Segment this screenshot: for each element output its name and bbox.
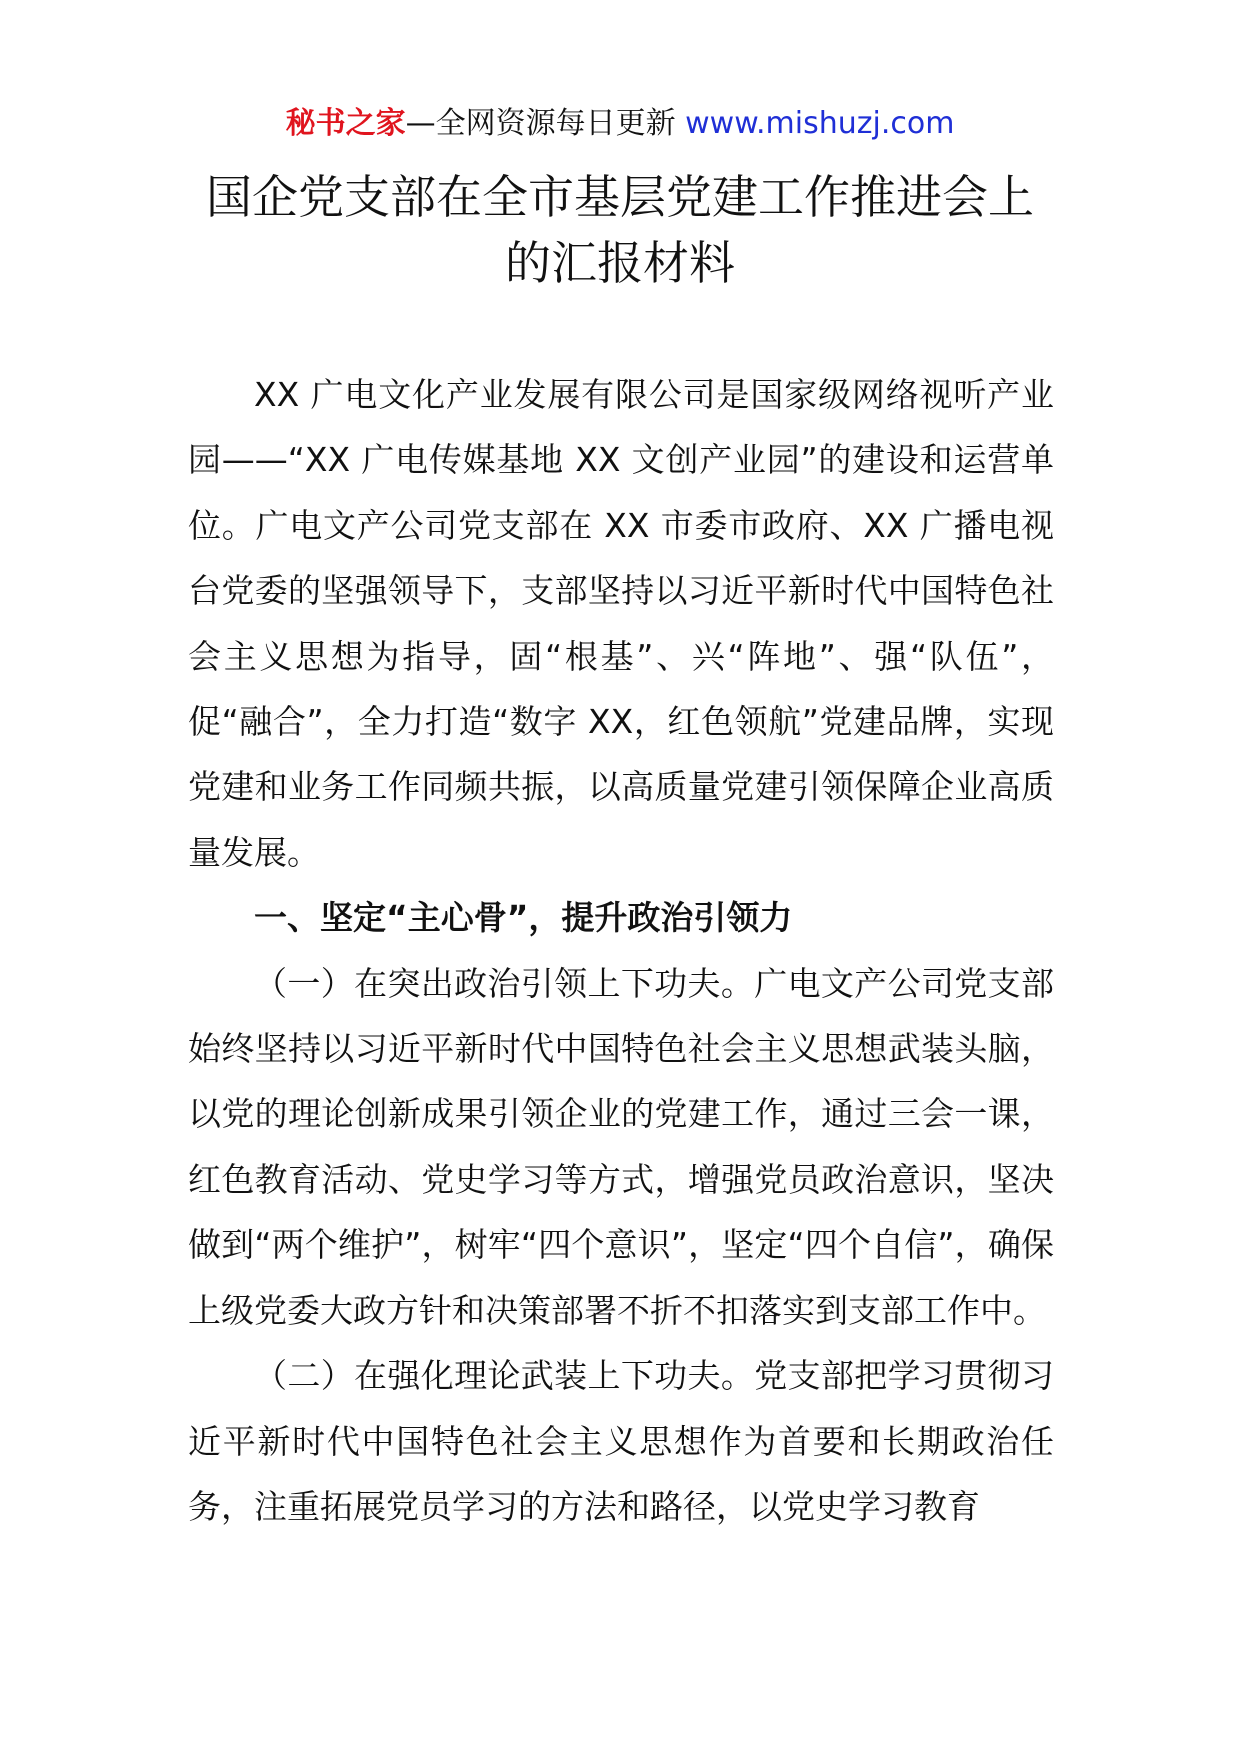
title-line-1: 国企党支部在全市基层党建工作推进会上	[206, 170, 1034, 224]
header-slogan: —全网资源每日更新	[405, 106, 686, 141]
site-url-link[interactable]: www.mishuzj.com	[685, 106, 955, 141]
site-header	[0, 102, 1240, 146]
document-body	[188, 362, 1054, 1539]
paragraph-1-2: （二）在强化理论武装上下功夫。党支部把学习贯彻习近平新时代中国特色社会主义思想作为首要和长期政治任务，注重拓展党员学习的方法和路径，以党史学习教育	[188, 1356, 1054, 1526]
intro-paragraph: XX 广电文化产业发展有限公司是国家级网络视听产业园——“XX 广电传媒基地 XX 文创产业园”的建设和运营单位。广电文产公司党支部在 XX 市委市政府、XX 广播电视台党委的坚强领导下，支部坚持以习近平新时代中国特色社会主义思想为指导，固“根基”、兴“阵地”、强“队伍”，促“融合”，全力打造“数字 XX，红色领航”党建品牌，实现党建和业务工作同频共振，以高质量党建引领保障企业高质量发展。	[188, 375, 1054, 872]
title-line-2: 的汇报材料	[505, 236, 735, 290]
section-heading-1: 一、坚定“主心骨”，提升政治引领力	[254, 898, 793, 938]
paragraph-1-1: （一）在突出政治引领上下功夫。广电文产公司党支部始终坚持以习近平新时代中国特色社会主义思想武装头脑，以党的理论创新成果引领企业的党建工作，通过三会一课，红色教育活动、党史学习等方式，增强党员政治意识，坚决做到“两个维护”，树牢“四个意识”，坚定“四个自信”，确保上级党委大政方针和决策部署不折不扣落实到支部工作中。	[188, 963, 1054, 1330]
document-title	[130, 164, 1110, 296]
brand-name: 秘书之家	[285, 106, 406, 141]
